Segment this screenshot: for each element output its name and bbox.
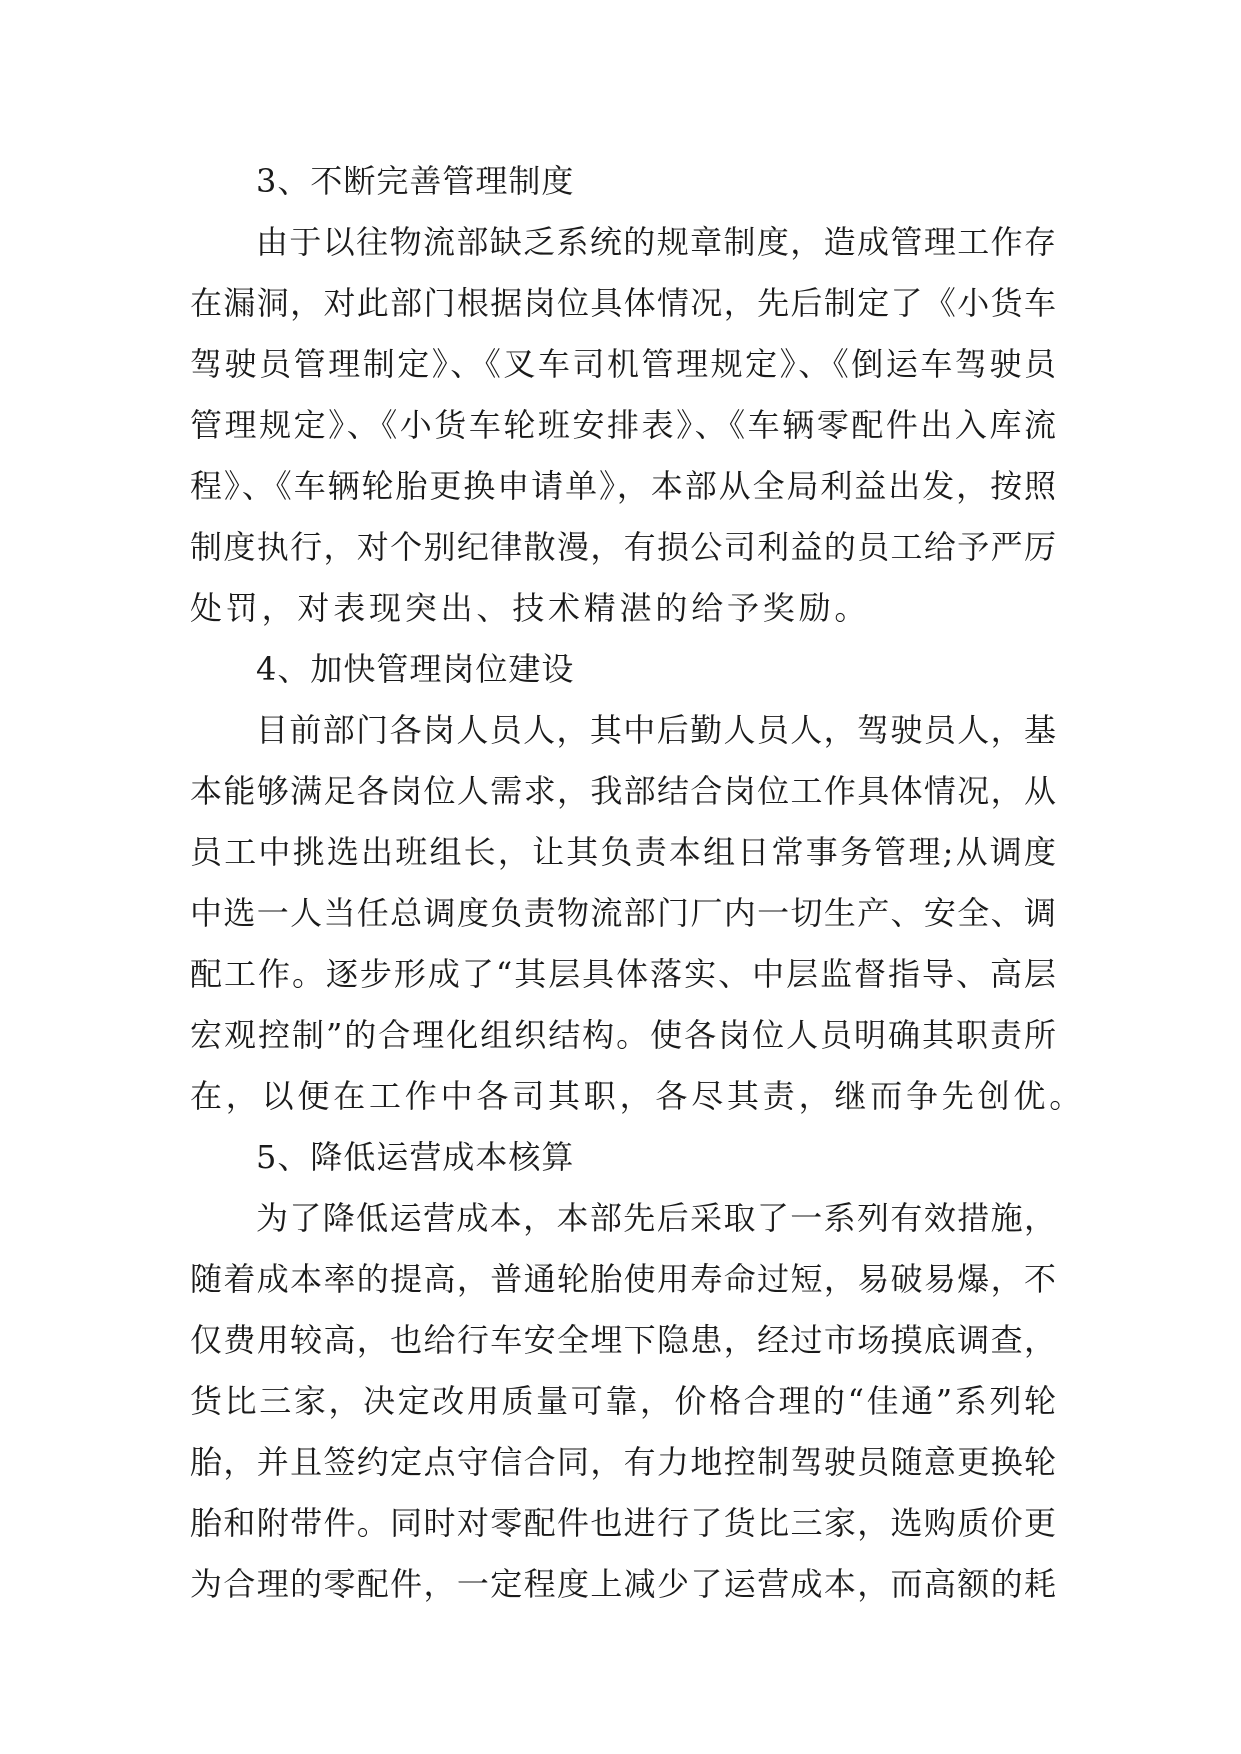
section-paragraph	[190, 700, 1086, 1127]
paragraph-line: 本能够满足各岗位人需求，我部结合岗位工作具体情况，从	[190, 772, 1056, 810]
paragraph-line: 胎，并且签约定点守信合同，有力地控制驾驶员随意更换轮	[190, 1443, 1056, 1481]
section-heading: 5、降低运营成本核算	[256, 1138, 575, 1176]
section-paragraph	[190, 1188, 1056, 1615]
paragraph-line: 宏观控制”的合理化组织结构。使各岗位人员明确其职责所	[190, 1016, 1056, 1054]
paragraph-line: 在，以便在工作中各司其职，各尽其责，继而争先创优。	[190, 1077, 1086, 1115]
paragraph-line: 随着成本率的提高，普通轮胎使用寿命过短，易破易爆，不	[190, 1260, 1056, 1298]
section-heading: 4、加快管理岗位建设	[256, 650, 575, 688]
paragraph-line: 胎和附带件。同时对零配件也进行了货比三家，选购质价更	[190, 1504, 1056, 1542]
paragraph-line: 中选一人当任总调度负责物流部门厂内一切生产、安全、调	[190, 894, 1056, 932]
document-body	[190, 151, 1086, 1615]
paragraph-line: 配工作。逐步形成了“其层具体落实、中层监督指导、高层	[190, 955, 1056, 993]
paragraph-line: 目前部门各岗人员人，其中后勤人员人，驾驶员人，基	[256, 711, 1056, 749]
paragraph-line: 为了降低运营成本，本部先后采取了一系列有效措施，	[256, 1199, 1056, 1237]
paragraph-line: 为合理的零配件，一定程度上减少了运营成本，而高额的耗	[190, 1565, 1056, 1603]
paragraph-line: 程》、《车辆轮胎更换申请单》，本部从全局利益出发，按照	[190, 467, 1056, 505]
paragraph-line: 在漏洞，对此部门根据岗位具体情况，先后制定了《小货车	[190, 284, 1056, 322]
section-heading: 3、不断完善管理制度	[256, 162, 575, 200]
paragraph-line: 员工中挑选出班组长，让其负责本组日常事务管理;从调度	[190, 833, 1056, 871]
paragraph-line: 货比三家，决定改用质量可靠，价格合理的“佳通”系列轮	[190, 1382, 1056, 1420]
paragraph-line: 处罚，对表现突出、技术精湛的给予奖励。	[190, 589, 871, 627]
section-paragraph	[190, 212, 1056, 639]
paragraph-line: 制度执行，对个别纪律散漫，有损公司利益的员工给予严厉	[190, 528, 1056, 566]
paragraph-line: 管理规定》、《小货车轮班安排表》、《车辆零配件出入库流	[190, 406, 1056, 444]
paragraph-line: 由于以往物流部缺乏系统的规章制度，造成管理工作存	[256, 223, 1056, 261]
paragraph-line: 仅费用较高，也给行车安全埋下隐患，经过市场摸底调查，	[190, 1321, 1056, 1359]
paragraph-line: 驾驶员管理制定》、《叉车司机管理规定》、《倒运车驾驶员	[190, 345, 1056, 383]
